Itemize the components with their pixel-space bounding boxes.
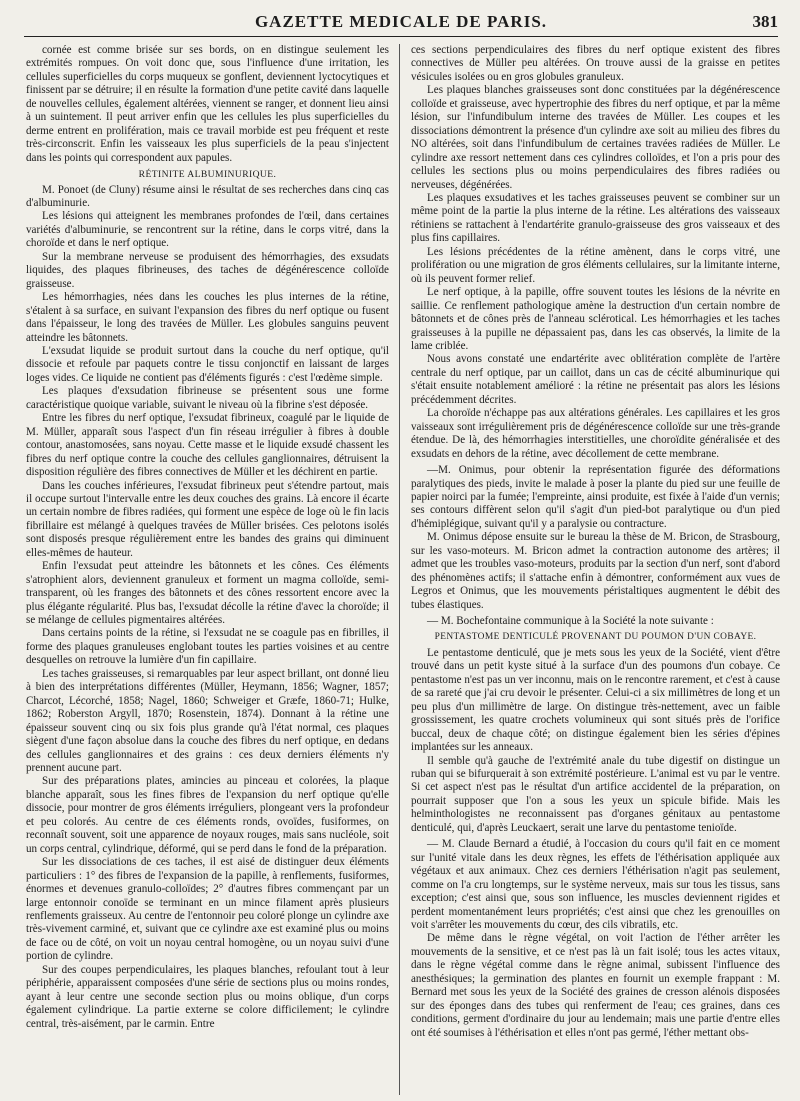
section-heading: PENTASTOME DENTICULÉ PROVENANT DU POUMON D'UN COBAYE. (434, 632, 757, 643)
page-number: 381 (752, 12, 778, 31)
body-paragraph: Les plaques exsudatives et les taches graisseuses peuvent se combiner sur un même point de la partie la plus interne de la rétine. Les altérations des vaisseaux rétiniens se rattachent à l'endartérite granulo-graisseuse des gros vaisseaux et des plus fins capillaires. (411, 191, 780, 245)
body-paragraph: Le pentastome denticulé, que je mets sous les yeux de la Société, vient d'être trouvé dans un petit kyste situé à la surface d'un des poumons d'un cobaye. Ce pentastome n'est pas un ver inconnu, mais on le rencontre rarement, et c'est à cause de sa rareté que j'ai cru devoir le présenter. Celui-ci a six millimètres de long et un peu plus d'un millimètre de large. On distingue très-nettement, avec un faible grossissement, les quatre crochets volumineux qui sont situés près de l'orifice buccal, deux de chaque côté; on distingue également bien les séries d'épines implantées sur les anneaux. (411, 646, 780, 754)
body-paragraph: La choroïde n'échappe pas aux altérations générales. Les capillaires et les gros vaisseaux sont irrégulièrement pris de dégénérescence colloïde sur une très-grande étendue. De là, des hémorrhagies interstitielles, une choroïdite généralisée et des exsudats en dehors de la rétine, avec décollement de cette membrane. (411, 407, 780, 460)
body-paragraph: Sur des coupes perpendiculaires, les plaques blanches, refoulant tout à leur périphérie, apparaissent composées d'une série de sections plus ou moins rondes, ayant à leur centre une seconde section plus ou moins oblique, d'un corps également cylindrique. La partie externe se colore difficilement; le cylindre central, très-aisément, par le carmin. Entre (26, 963, 389, 1030)
body-paragraph: Les taches graisseuses, si remarquables par leur aspect brillant, ont donné lieu à bien des interprétations différentes (Müller, Heymann, 1856; Wagner, 1857; Charcot, Lécorché, 1858; Nagel, 1860; Schweiger et Græfe, 1860-71; Hulke, 1862; Roberston Argyll, 1870; Rosenstein, 1874). Donnant à la rétine une épaisseur souvent cinq ou six fois plus grande qu'à l'état normal, ces plaques siègent d'une façon absolue dans la couche des fibres du nerf optique, en dedans des cellules ganglionnaires et des grains : ces deux derniers éléments n'y prennent aucune part. (26, 667, 389, 775)
body-paragraph: L'exsudat liquide se produit surtout dans la couche du nerf optique, qu'il dissocie et refoule par paquets contre le tissu conjonctif en laissant de larges loges vides. Ce liquide ne contient pas d'éléments figurés : c'est l'œdème simple. (26, 344, 389, 384)
journal-title: GAZETTE MEDICALE DE PARIS. (254, 12, 548, 31)
left-column (26, 44, 389, 1097)
body-paragraph: De même dans le règne végétal, on voit l'action de l'éther arrêter les mouvements de la sensitive, et ce n'est pas là un fait isolé; tous les actes vitaux, dans le règne végétal comme dans le règne animal, subissent l'influence des anesthésiques; la germination des plantes en fournit un exemple frappant : M. Bernard met sous les yeux de la Société des graines de cresson alénois disposées sur des éponges dans des tubes qui renferment de l'eau; ces graines, dans ces conditions, germent d'ordinaire du jour au lendemain; mais une partie d'entre elles ont été soumises à l'éthérisation et elles n'ont pas germé, l'éther mettant obs- (411, 932, 780, 1039)
body-paragraph: Le nerf optique, à la papille, offre souvent toutes les lésions de la névrite en saillie. Ce renflement pathologique amène la destruction d'un certain nombre de bâtonnets et de cônes près de l'anneau sclérotical. Les hémorrhagies et les taches graisseuses à la pupille ne dépassaient pas, dans les cas observés, la limite de la lame criblée. (411, 286, 780, 352)
body-paragraph: Enfin l'exsudat peut atteindre les bâtonnets et les cônes. Ces éléments s'atrophient alors, deviennent granuleux et forment un magma colloïde, semi-transparent, où les franges des bâtonnets et des cônes ressortent encore avec la plus élégante régularité. Plus bas, l'exsudat décolle la rétine d'avec la choroïde; il se mélange de cellules pigmentaires altérées. (26, 560, 389, 627)
body-paragraph: Entre les fibres du nerf optique, l'exsudat fibrineux, coagulé par le liquide de M. Müller, apparaît sous l'aspect d'un fin réseau irrégulier à fibres à double contour, anastomosées, sans noyau. Cette masse et le liquide exsudé chassent les fibres du nerf optique contre la couche des cellules ganglionnaires, détruisent la disposition régulière des fibres connectives de Müller et les déchirent en partie. (26, 412, 389, 479)
column-divider (399, 44, 400, 1095)
section-heading: RÉTINITE ALBUMINURIQUE. (138, 169, 277, 181)
body-paragraph: Les hémorrhagies, nées dans les couches les plus internes de la rétine, s'étalent à sa surface, en suivant l'expansion des fibres du nerf optique ou fusent dans l'épaisseur, le long des travées de Müller. Les globules sanguins peuvent atteindre les bâtonnets. (26, 291, 389, 344)
body-paragraph: Il semble qu'à gauche de l'extrémité anale du tube digestif on distingue un ruban qui se bifurquerait à son extrémité postérieure. L'animal est vu par le ventre. Si cet aspect n'est pas le résultat d'un artifice accidentel de la préparation, on pourrait supposer que l'on a sous les yeux un spicule bifide. Mais les helminthologistes ne reconnaissent pas d'organes génitaux au pentastome denticulé, qui, d'après Leuckaert, serait une larve du pentastome tenioïde. (411, 754, 780, 834)
society-notice-paragraph: —M. Onimus, pour obtenir la représentation figurée des déformations paralytiques des pieds, invite le malade à poser la plante du pied sur une feuille de papier noirci par la fumée; l'empreinte, ainsi produite, est fixée à l'aide d'un vernis; ses contours diffèrent selon qu'il s'agit d'un pied-bot paralytique ou d'un pied d'hémiplégique, suivant qu'il y a paralysie ou contracture. (411, 464, 780, 530)
page-header (24, 10, 778, 37)
body-paragraph: Sur la membrane nerveuse se produisent des hémorrhagies, des exsudats liquides, des plaques fibrineuses, des taches de dégénérescence colloïde graisseuse. (26, 250, 389, 290)
body-paragraph: Les plaques blanches graisseuses sont donc constituées par la dégénérescence colloïde et graisseuse, avec hypertrophie des fibres du nerf optique, et par la même lésion, sur l'infundibulum interne des travées de Müller. Les coupes et les dissociations démontrent la présence d'un cylindre axe soit au milieu des fibres du NO altérées, soit dans l'infundibulum de certaines travées radiées de Müller. Le cylindre axe ressort nettement dans ces cylindres colloïdes, et l'on a pris pour des cellules les sections plus ou moins perpendiculaires des fibres radiées ou nerveuses, dégénérées. (411, 84, 780, 191)
body-paragraph: M. Onimus dépose ensuite sur le bureau la thèse de M. Bricon, de Strasbourg, sur les vaso-moteurs. M. Bricon admet la contraction autonome des artères; il admet que les troubles vaso-moteurs, produits par la section d'un nerf, sont d'abord des phénomènes actifs; il s'attache enfin à démontrer, conformément aux vues de Legros et Onimus, que les mouvements péristaltiques augmentent le débit des tubes élastiques. (411, 531, 780, 611)
body-paragraph: Les lésions précédentes de la rétine amènent, dans le corps vitré, une prolifération ou une migration de gros éléments cellulaires, sur la limitante interne, où ils peuvent former relief. (411, 245, 780, 285)
body-paragraph: Sur des préparations plates, amincies au pinceau et colorées, la plaque blanche apparaît, sous les fines fibres de l'expansion du nerf optique qu'elle dissocie, pour montrer de gros éléments irréguliers, plongeant vers la profondeur et peu colorés. Au centre de ces éléments ronds, ovoïdes, fusiformes, on reconnaît souvent, soit une apparence de noyaux rouges, mais sans nucléole, soit un corps central, cylindrique, déformé, qui se perd dans le fond de la préparation. (26, 775, 389, 855)
body-paragraph: Les plaques d'exsudation fibrineuse se présentent sous une forme caractéristique quoique variable, suivant le niveau où la fibrine s'est déposée. (26, 385, 389, 411)
body-paragraph: Dans certains points de la rétine, si l'exsudat ne se coagule pas en fibrilles, il forme des plaques granuleuses englobant toutes les parties voisines et au centre desquelles on retrouve la lumière d'un fin capillaire. (26, 627, 389, 667)
body-paragraph: cornée est comme brisée sur ses bords, on en distingue seulement les extrémités rompues. On voit donc que, sous l'influence d'une irritation, les cellules superficielles du corps muqueux se gonflent, deviennent lyctocytiques et finissent par se détruire; il en résulte la formation d'une petite cavité dans laquelle de nouvelles cellules, également altérées, viennent se ranger, et donnent lieu ainsi à un suintement. Il peut arriver enfin que les cellules les plus superficielles du derme entrent en prolifération, mais ce travail morbide est peu fréquent et reste très-circonscrit. Enfin les vaisseaux les plus superficiels de la peau s'injectent dans les points qui correspondent aux papules. (26, 44, 389, 164)
body-paragraph: Dans les couches inférieures, l'exsudat fibrineux peut s'étendre partout, mais il occupe surtout l'intervalle entre les deux couches des grains. Là encore il écarte un certain nombre de fibres radiées, qui forment une espèce de loge où le fin lacis fibrillaire est mélangé à quelques travées de Müller brisées. Ces pelotons isolés sont disposés presque régulièrement entre les bandes des grains qui diminuent elles-mêmes de hauteur. (26, 479, 389, 559)
right-column (411, 44, 780, 1097)
body-paragraph: ces sections perpendiculaires des fibres du nerf optique existent des fibres connectives de Müller peu altérées. On trouve aussi de la graisse en petites vésicules isolées ou en gros globules granuleux. (411, 44, 780, 83)
body-paragraph: M. Ponoet (de Cluny) résume ainsi le résultat de ses recherches dans cinq cas d'albuminurie. (26, 183, 389, 209)
society-notice-paragraph: — M. Claude Bernard a étudié, à l'occasion du cours qu'il fait en ce moment sur l'unité vitale dans les deux règnes, les effets de l'éthérisation appliquée aux végétaux et aux animaux. Chez ces derniers l'éthérisation n'agit pas seulement, comme on l'a cru longtemps, sur le système nerveux, mais sur tous les tissus, sans exception; c'est ainsi que, sous son influence, les muscles deviennent rigides et perdent momentanément leurs propriétés; c'est ainsi que chez les grenouilles on voit s'arrêter les mouvements du cœur, des cils vibratils, etc. (411, 838, 780, 931)
body-paragraph: Nous avons constaté une endartérite avec oblitération complète de l'artère centrale du nerf optique, par un caillot, dans un cas de cécité albuminurique qui s'était ensuite notablement amélioré : la rétine ne présentait pas alors les lésions précédemment décrites. (411, 353, 780, 406)
society-notice-paragraph: — M. Bochefontaine communique à la Société la note suivante : (427, 615, 714, 628)
body-paragraph: Les lésions qui atteignent les membranes profondes de l'œil, dans certaines variétés d'albuminurie, se rencontrent sur la rétine, dans le corps vitré, dans la choroïde et dans le nerf optique. (26, 210, 389, 250)
body-paragraph: Sur les dissociations de ces taches, il est aisé de distinguer deux éléments particuliers : 1° des fibres de l'expansion de la papille, à renflements, fusiformes, énormes et devenues granulo-colloïdes; 2° d'autres fibres commençant par un large entonnoir conoïde se terminant en un mince filament après plusieurs renflements graisseux. Au centre de l'entonnoir peu coloré plonge un cylindre axe très-vivement carminé, et, suivant que ce cylindre axe est examiné plus ou moins de face ou de côté, on voit un noyau central homogène, ou un noyau suivi d'une portion de cylindre. (26, 856, 389, 963)
